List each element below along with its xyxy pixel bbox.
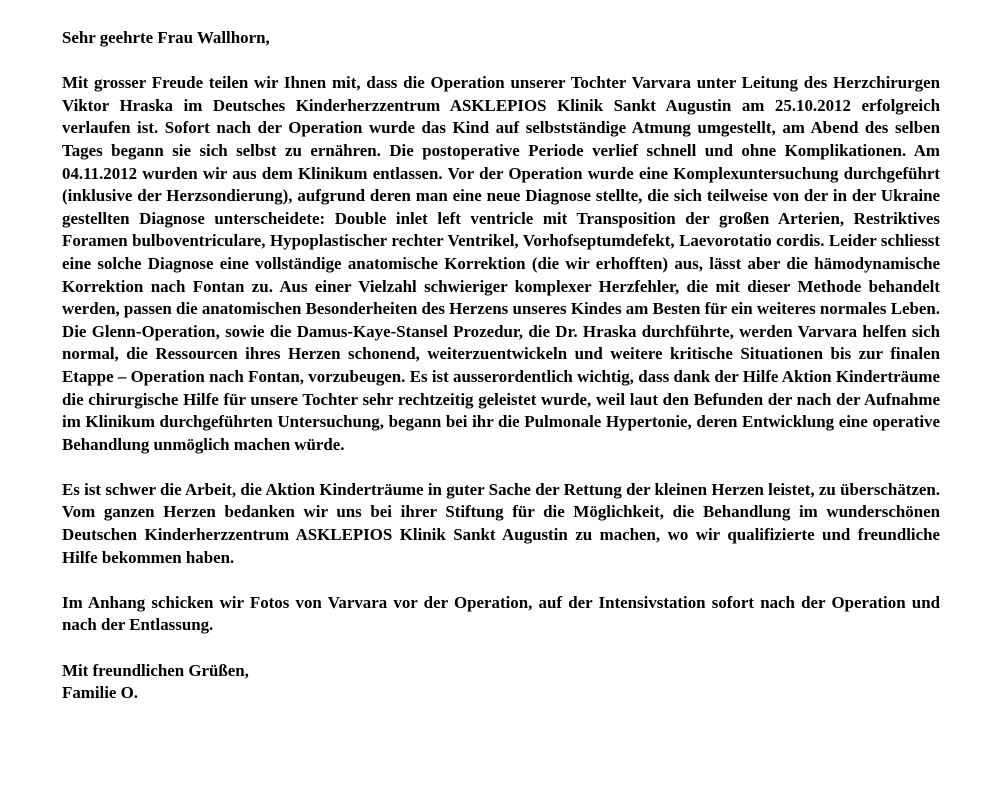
letter-paragraph-3: Im Anhang schicken wir Fotos von Varvara vor der Operation, auf der Intensivstation sofort nach der Operation und nach der Entlassung. bbox=[62, 592, 940, 635]
letter-signature: Familie O. bbox=[62, 683, 138, 703]
letter-body bbox=[62, 27, 940, 705]
letter-greeting: Sehr geehrte Frau Wallhorn, bbox=[62, 28, 270, 47]
letter-closing-block bbox=[62, 660, 940, 705]
letter-closing: Mit freundlichen Grüßen, bbox=[62, 660, 249, 680]
letter-paragraph-2: Es ist schwer die Arbeit, die Aktion Kinderträume in guter Sache der Rettung der kleinen Herzen leistet, zu überschätzen. Vom ganzen Herzen bedanken wir uns bei ihrer Stiftung für die Möglichkeit, die Behandlung im wunderschönen Deutschen Kinderherzzentrum ASKLEPIOS Klinik Sankt Augustin zu machen, wo wir qualifizierte und freundliche Hilfe bekommen haben. bbox=[62, 479, 940, 567]
letter-paragraph-1: Mit grosser Freude teilen wir Ihnen mit, dass die Operation unserer Tochter Varvara unter Leitung des Herzchirurgen Viktor Hraska im Deutsches Kinderherzzentrum ASKLEPIOS Klinik Sankt Augustin am 25.10.2012 erfolgreich verlaufen ist. Sofort nach der Operation wurde das Kind auf selbstständige Atmung umgestellt, am Abend des selben Tages begann sie sich selbst zu ernähren. Die postoperative Periode verlief schnell und ohne Komplikationen. Am 04.11.2012 wurden wir aus dem Klinikum entlassen. Vor der Operation wurde eine Komplexuntersuchung durchgeführt (inklusive der Herzsondierung), aufgrund deren man eine neue Diagnose stellte, die sich teilweise von der in der Ukraine gestellten Diagnose unterscheidete: Double inlet left ventricle mit Transposition der großen Arterien, Restriktives Foramen bulboventriculare, Hypoplastischer rechter Ventrikel, Vorhofseptumdefekt, Laevorotatio cordis. Leider schliesst eine solche Diagnose eine vollständige anatomische Korrektion (die wir erhofften) aus, lässt aber die hämodynamische Korrektion nach Fontan zu. Aus einer Vielzahl schwieriger komplexer Herzfehler, die mit dieser Methode behandelt werden, passen die anatomischen Besonderheiten des Herzens unseres Kindes am Besten für ein weiteres normales Leben. Die Glenn-Operation, sowie die Damus-Kaye-Stansel Prozedur, die Dr. Hraska durchführte, werden Varvara helfen sich normal, die Ressourcen ihres Herzen schonend, weiterzuentwickeln und weitere kritische Situationen bis zur finalen Etappe – Operation nach Fontan, vorzubeugen. Es ist ausserordentlich wichtig, dass dank der Hilfe Aktion Kinderträume die chirurgische Hilfe für unsere Tochter sehr rechtzeitig geleistet wurde, weil laut den Befunden der nach der Aufnahme im Klinikum durchgeführten Untersuchung, begann bei ihr die Pulmonale Hypertonie, deren Entwicklung eine operative Behandlung unmöglich machen würde. bbox=[62, 73, 940, 454]
